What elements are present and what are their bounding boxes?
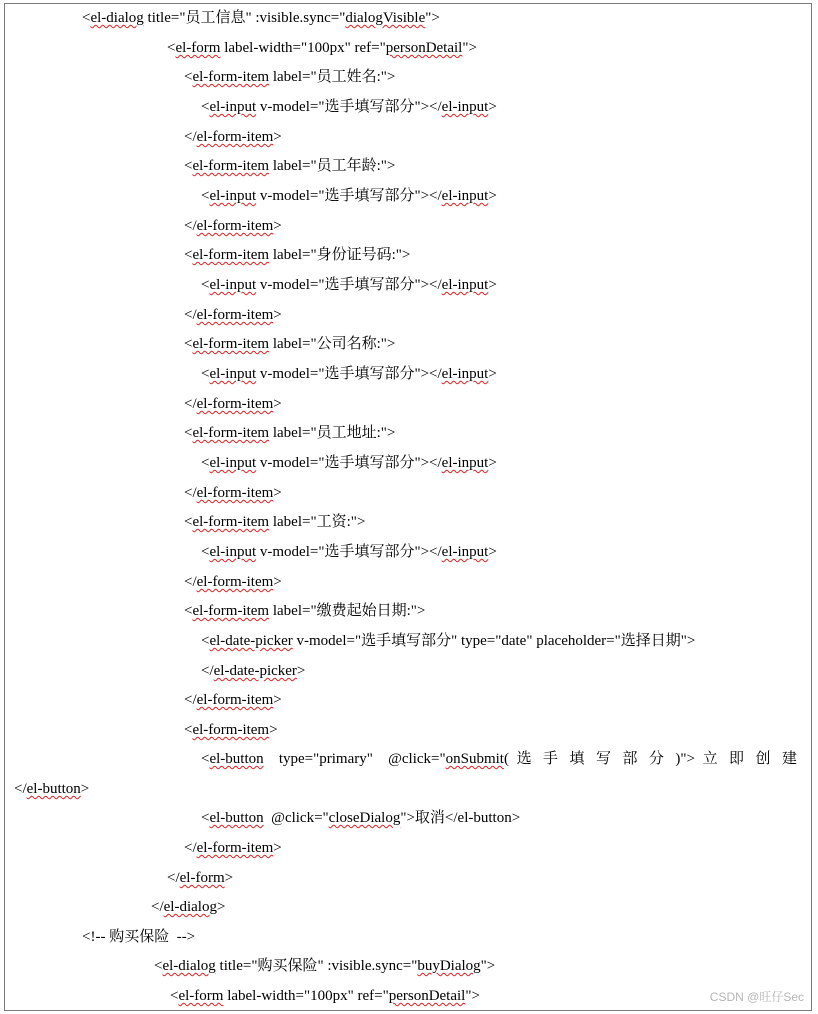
code-line (184, 572, 282, 592)
token: > (488, 188, 497, 204)
token: < (201, 277, 210, 293)
token: < (201, 544, 210, 560)
token: </ (184, 692, 197, 708)
spellcheck-token: dialogVisible (345, 10, 426, 26)
code-line (184, 245, 410, 265)
token: label="员工年龄:"> (269, 158, 396, 174)
token: < (201, 810, 210, 826)
token: "> (480, 958, 496, 974)
code-line (184, 838, 282, 858)
token: > (488, 277, 497, 293)
spellcheck-token: el-input (209, 455, 257, 471)
token: < (201, 633, 210, 649)
token: < (201, 366, 210, 382)
code-line (201, 661, 305, 681)
token: > (224, 870, 234, 886)
spellcheck-token: el-input (209, 188, 257, 204)
spellcheck-token: el-form-item (196, 129, 274, 145)
code-line (201, 364, 497, 384)
token: > (273, 840, 282, 856)
code-line (151, 897, 225, 917)
token: title="员工信息" :visible.sync=" (143, 10, 346, 26)
spellcheck-token: el-input (209, 366, 257, 382)
spellcheck-token: el-input (209, 277, 257, 293)
token: </ (201, 663, 214, 679)
token: < (184, 514, 193, 530)
token: > (296, 663, 306, 679)
token: > (216, 899, 226, 915)
spellcheck-token: el-input (441, 455, 489, 471)
token: < (201, 99, 210, 115)
token: < (167, 40, 176, 56)
token: </ (184, 307, 197, 323)
code-line (154, 956, 495, 976)
spellcheck-token: el-input (441, 277, 489, 293)
spellcheck-token: el-dialog (90, 10, 144, 26)
code-line (201, 749, 797, 769)
spellcheck-token: el-form-item (192, 69, 270, 85)
token: "> (425, 10, 440, 26)
token: </ (184, 129, 197, 145)
code-line (201, 275, 497, 295)
document-frame (4, 3, 812, 1011)
token: > (273, 396, 282, 412)
spellcheck-token: el-form-item (192, 722, 270, 738)
code-line (184, 305, 282, 325)
spellcheck-token: el-dialog (163, 899, 217, 915)
token: @click=" (263, 810, 329, 826)
token: label="身份证号码:"> (269, 247, 411, 263)
token: < (184, 336, 193, 352)
spellcheck-token: el-input (441, 544, 489, 560)
token: </ (184, 574, 197, 590)
spellcheck-token: el-form-item (192, 425, 270, 441)
spellcheck-token: el-date-picker (213, 663, 297, 679)
code-line (184, 216, 282, 236)
code-line (201, 542, 497, 562)
spellcheck-token: el-button (209, 810, 264, 826)
token: </ (167, 870, 180, 886)
token: </ (151, 899, 164, 915)
spellcheck-token: el-input (209, 99, 257, 115)
token: </ (184, 218, 197, 234)
spellcheck-token: el-form-item (196, 485, 274, 501)
token: label="缴费起始日期:"> (269, 603, 426, 619)
token: > (273, 485, 282, 501)
token: > (488, 99, 497, 115)
spellcheck-token: el-form-item (192, 603, 270, 619)
code-line (201, 97, 497, 117)
token: > (273, 218, 282, 234)
token: "> (465, 988, 480, 1004)
token: > (273, 692, 282, 708)
spellcheck-token: el-input (209, 544, 257, 560)
token: v-model="选手填写部分"></ (256, 455, 442, 471)
spellcheck-token: el-form-item (196, 692, 274, 708)
spellcheck-token: el-form-item (196, 396, 274, 412)
token: label-width="100px" ref=" (220, 40, 386, 56)
token: < (184, 425, 193, 441)
token: title="购买保险" :visible.sync=" (215, 958, 418, 974)
code-line (14, 779, 89, 799)
spellcheck-token: el-form (179, 870, 225, 886)
token: v-model="选手填写部分" type="date" placeholder="选择日期"> (292, 633, 696, 649)
token: > (488, 366, 497, 382)
token: < (184, 722, 193, 738)
code-line (201, 453, 497, 473)
token: > (80, 781, 90, 797)
spellcheck-token: el-input (441, 188, 489, 204)
spellcheck-token: personDetail (385, 40, 463, 56)
token: < (201, 188, 210, 204)
token: v-model="选手填写部分"></ (256, 188, 442, 204)
spellcheck-token: el-form-item (192, 336, 270, 352)
token: ">取消</el-button> (400, 810, 521, 826)
code-line (184, 127, 282, 147)
code-line (201, 808, 520, 828)
spellcheck-token: el-form (175, 40, 221, 56)
token: </ (184, 840, 197, 856)
code-line (184, 601, 425, 621)
token: </ (184, 396, 197, 412)
spellcheck-token: el-form-item (196, 840, 274, 856)
spellcheck-token: el-input (441, 366, 489, 382)
token: </ (14, 781, 27, 797)
spellcheck-token: el-form-item (192, 514, 270, 530)
spellcheck-token: closeDialog (328, 810, 401, 826)
token: v-model="选手填写部分"></ (256, 544, 442, 560)
spellcheck-token: el-button (26, 781, 81, 797)
token: > (269, 722, 278, 738)
spellcheck-token: personDetail (388, 988, 466, 1004)
token: < (184, 69, 193, 85)
spellcheck-token: onSubmit (445, 751, 504, 767)
spellcheck-token: el-form-item (196, 307, 274, 323)
token: < (184, 603, 193, 619)
token: < (184, 158, 193, 174)
code-line (170, 986, 480, 1006)
token: > (273, 307, 282, 323)
code-line (184, 512, 365, 532)
spellcheck-token: el-form-item (196, 574, 274, 590)
spellcheck-token: el-form-item (192, 247, 270, 263)
spellcheck-token: el-form-item (192, 158, 270, 174)
spellcheck-token: el-form (178, 988, 224, 1004)
token: ( 选 手 填 写 部 分 )"> 立 即 创 建 (503, 751, 797, 767)
token: v-model="选手填写部分"></ (256, 277, 442, 293)
spellcheck-token: buyDialog (417, 958, 481, 974)
spellcheck-token: el-input (441, 99, 489, 115)
token: > (273, 574, 282, 590)
token: "> (462, 40, 477, 56)
token: < (170, 988, 179, 1004)
token: > (273, 129, 282, 145)
code-line (184, 720, 278, 740)
csdn-watermark: CSDN @旺仔Sec (709, 990, 804, 1004)
code-line (184, 423, 395, 443)
code-line (82, 8, 440, 28)
token: > (488, 544, 497, 560)
code-comment-line (82, 927, 195, 947)
token: v-model="选手填写部分"></ (256, 366, 442, 382)
token: label="工资:"> (269, 514, 366, 530)
token: < (184, 247, 193, 263)
token: label="公司名称:"> (269, 336, 396, 352)
code-line (167, 38, 477, 58)
token: <!-- 购买保险 --> (82, 929, 196, 945)
spellcheck-token: el-button (209, 751, 264, 767)
token: label="员工地址:"> (269, 425, 396, 441)
token: < (154, 958, 163, 974)
token: > (488, 455, 497, 471)
spellcheck-token: el-dialog (162, 958, 216, 974)
token: label="员工姓名:"> (269, 69, 396, 85)
code-line (201, 186, 497, 206)
code-line (184, 394, 282, 414)
code-line (184, 334, 395, 354)
token: < (82, 10, 91, 26)
token: label-width="100px" ref=" (223, 988, 389, 1004)
spellcheck-token: el-date-picker (209, 633, 293, 649)
token: type="primary" @click=" (263, 751, 446, 767)
spellcheck-token: el-form-item (196, 218, 274, 234)
token: </ (184, 485, 197, 501)
code-line (184, 67, 395, 87)
code-line (184, 483, 282, 503)
code-line (184, 156, 395, 176)
token: < (201, 455, 210, 471)
code-line (184, 690, 282, 710)
token: v-model="选手填写部分"></ (256, 99, 442, 115)
token: < (201, 751, 210, 767)
code-line (201, 631, 695, 651)
code-line (167, 868, 233, 888)
